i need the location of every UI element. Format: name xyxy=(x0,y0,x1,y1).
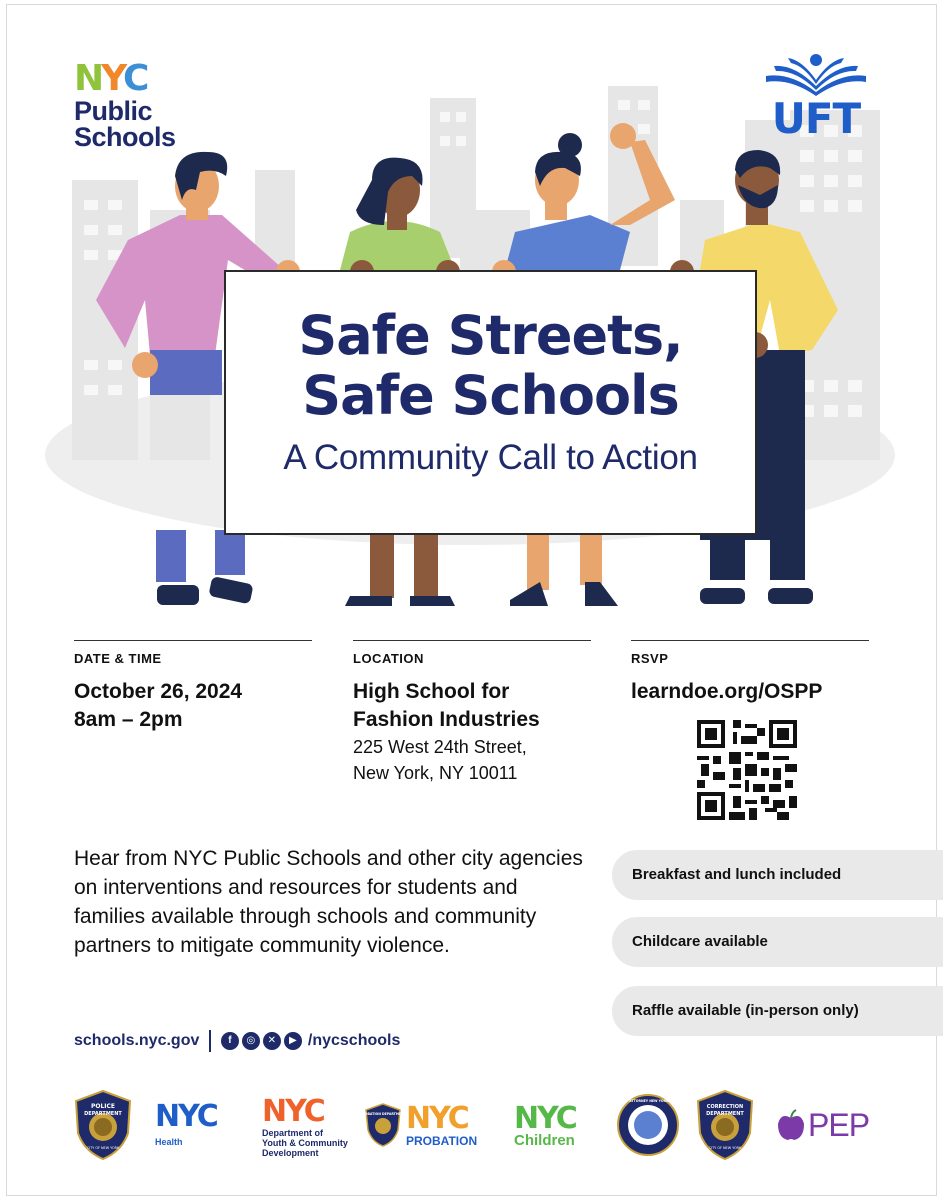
perk-childcare: Childcare available xyxy=(612,917,943,967)
nyc-children-logo: NYC Children xyxy=(514,1100,576,1149)
date-time-label: DATE & TIME xyxy=(74,651,162,666)
perk-raffle: Raffle available (in-person only) xyxy=(612,986,943,1036)
nyc-wordmark: NYC xyxy=(74,58,147,99)
district-attorney-seal-icon xyxy=(611,1093,685,1157)
public-schools-label: Public Schools xyxy=(74,96,176,152)
event-date: October 26, 2024 8am – 2pm xyxy=(74,680,243,731)
uft-wordmark: UFT xyxy=(771,94,861,143)
correction-department-badge xyxy=(694,1088,756,1162)
nyc-health-logo: NYC Health xyxy=(155,1099,217,1147)
probation-badge-icon xyxy=(359,1102,407,1148)
location-label: LOCATION xyxy=(353,651,424,666)
website-link[interactable]: schools.nyc.gov xyxy=(74,1032,200,1049)
svg-text:DEPARTMENT: DEPARTMENT xyxy=(84,1111,122,1117)
nyc-dycd-logo: NYC Department of Youth & Community Development xyxy=(262,1094,348,1158)
venue-name: High School for Fashion Industries xyxy=(353,680,540,731)
venue-address: 225 West 24th Street, New York, NY 10011 xyxy=(353,737,527,783)
rsvp-label: RSVP xyxy=(631,651,669,666)
perk-breakfast-lunch: Breakfast and lunch included xyxy=(612,850,943,900)
police-department-badge xyxy=(72,1088,134,1162)
svg-text:DEPARTMENT: DEPARTMENT xyxy=(706,1111,744,1117)
banner-sign xyxy=(224,270,757,535)
rsvp-link[interactable]: learndoe.org/OSPP xyxy=(631,680,823,703)
open-book-figure-icon xyxy=(760,52,872,96)
svg-text:POLICE: POLICE xyxy=(90,1103,116,1110)
youtube-icon[interactable]: ▶ xyxy=(284,1032,302,1050)
qr-code-icon[interactable] xyxy=(697,720,797,820)
pep-logo: PEP xyxy=(776,1088,869,1162)
rsvp-section xyxy=(631,640,869,706)
svg-text:CITY OF NEW YORK: CITY OF NEW YORK xyxy=(86,1146,120,1150)
divider xyxy=(209,1030,211,1052)
district-attorney-seal xyxy=(611,1088,685,1162)
police-shield-icon xyxy=(72,1089,134,1161)
social-handle[interactable]: /nycschools xyxy=(307,1032,401,1049)
svg-text:CORRECTION: CORRECTION xyxy=(706,1104,744,1110)
correction-shield-icon xyxy=(694,1089,756,1161)
uft-logo xyxy=(760,52,872,143)
footer-links xyxy=(74,1028,400,1054)
svg-text:CITY OF NEW YORK: CITY OF NEW YORK xyxy=(708,1146,742,1150)
x-icon[interactable]: ✕ xyxy=(263,1032,281,1050)
event-title: Safe Streets, Safe Schools xyxy=(298,304,683,427)
date-time-section xyxy=(74,640,312,734)
svg-text:PROBATION DEPARTMENT: PROBATION DEPARTMENT xyxy=(359,1112,407,1116)
nyc-probation-logo: PROBATION DEPARTMENT NYC PROBATION xyxy=(359,1100,478,1148)
event-subtitle: A Community Call to Action xyxy=(283,438,698,477)
event-description: Hear from NYC Public Schools and other city agencies on interventions and resources for students and families available through schools and community partners to mitigate community violence. xyxy=(74,847,583,957)
instagram-icon[interactable]: ◎ xyxy=(242,1032,260,1050)
nyc-public-schools-logo xyxy=(74,58,194,152)
apple-icon xyxy=(776,1108,806,1142)
svg-text:DISTRICT ATTORNEY NEW YORK COU: DISTRICT ATTORNEY NEW YORK COUNTY xyxy=(611,1099,685,1103)
facebook-icon[interactable]: f xyxy=(221,1032,239,1050)
location-section xyxy=(353,640,591,786)
